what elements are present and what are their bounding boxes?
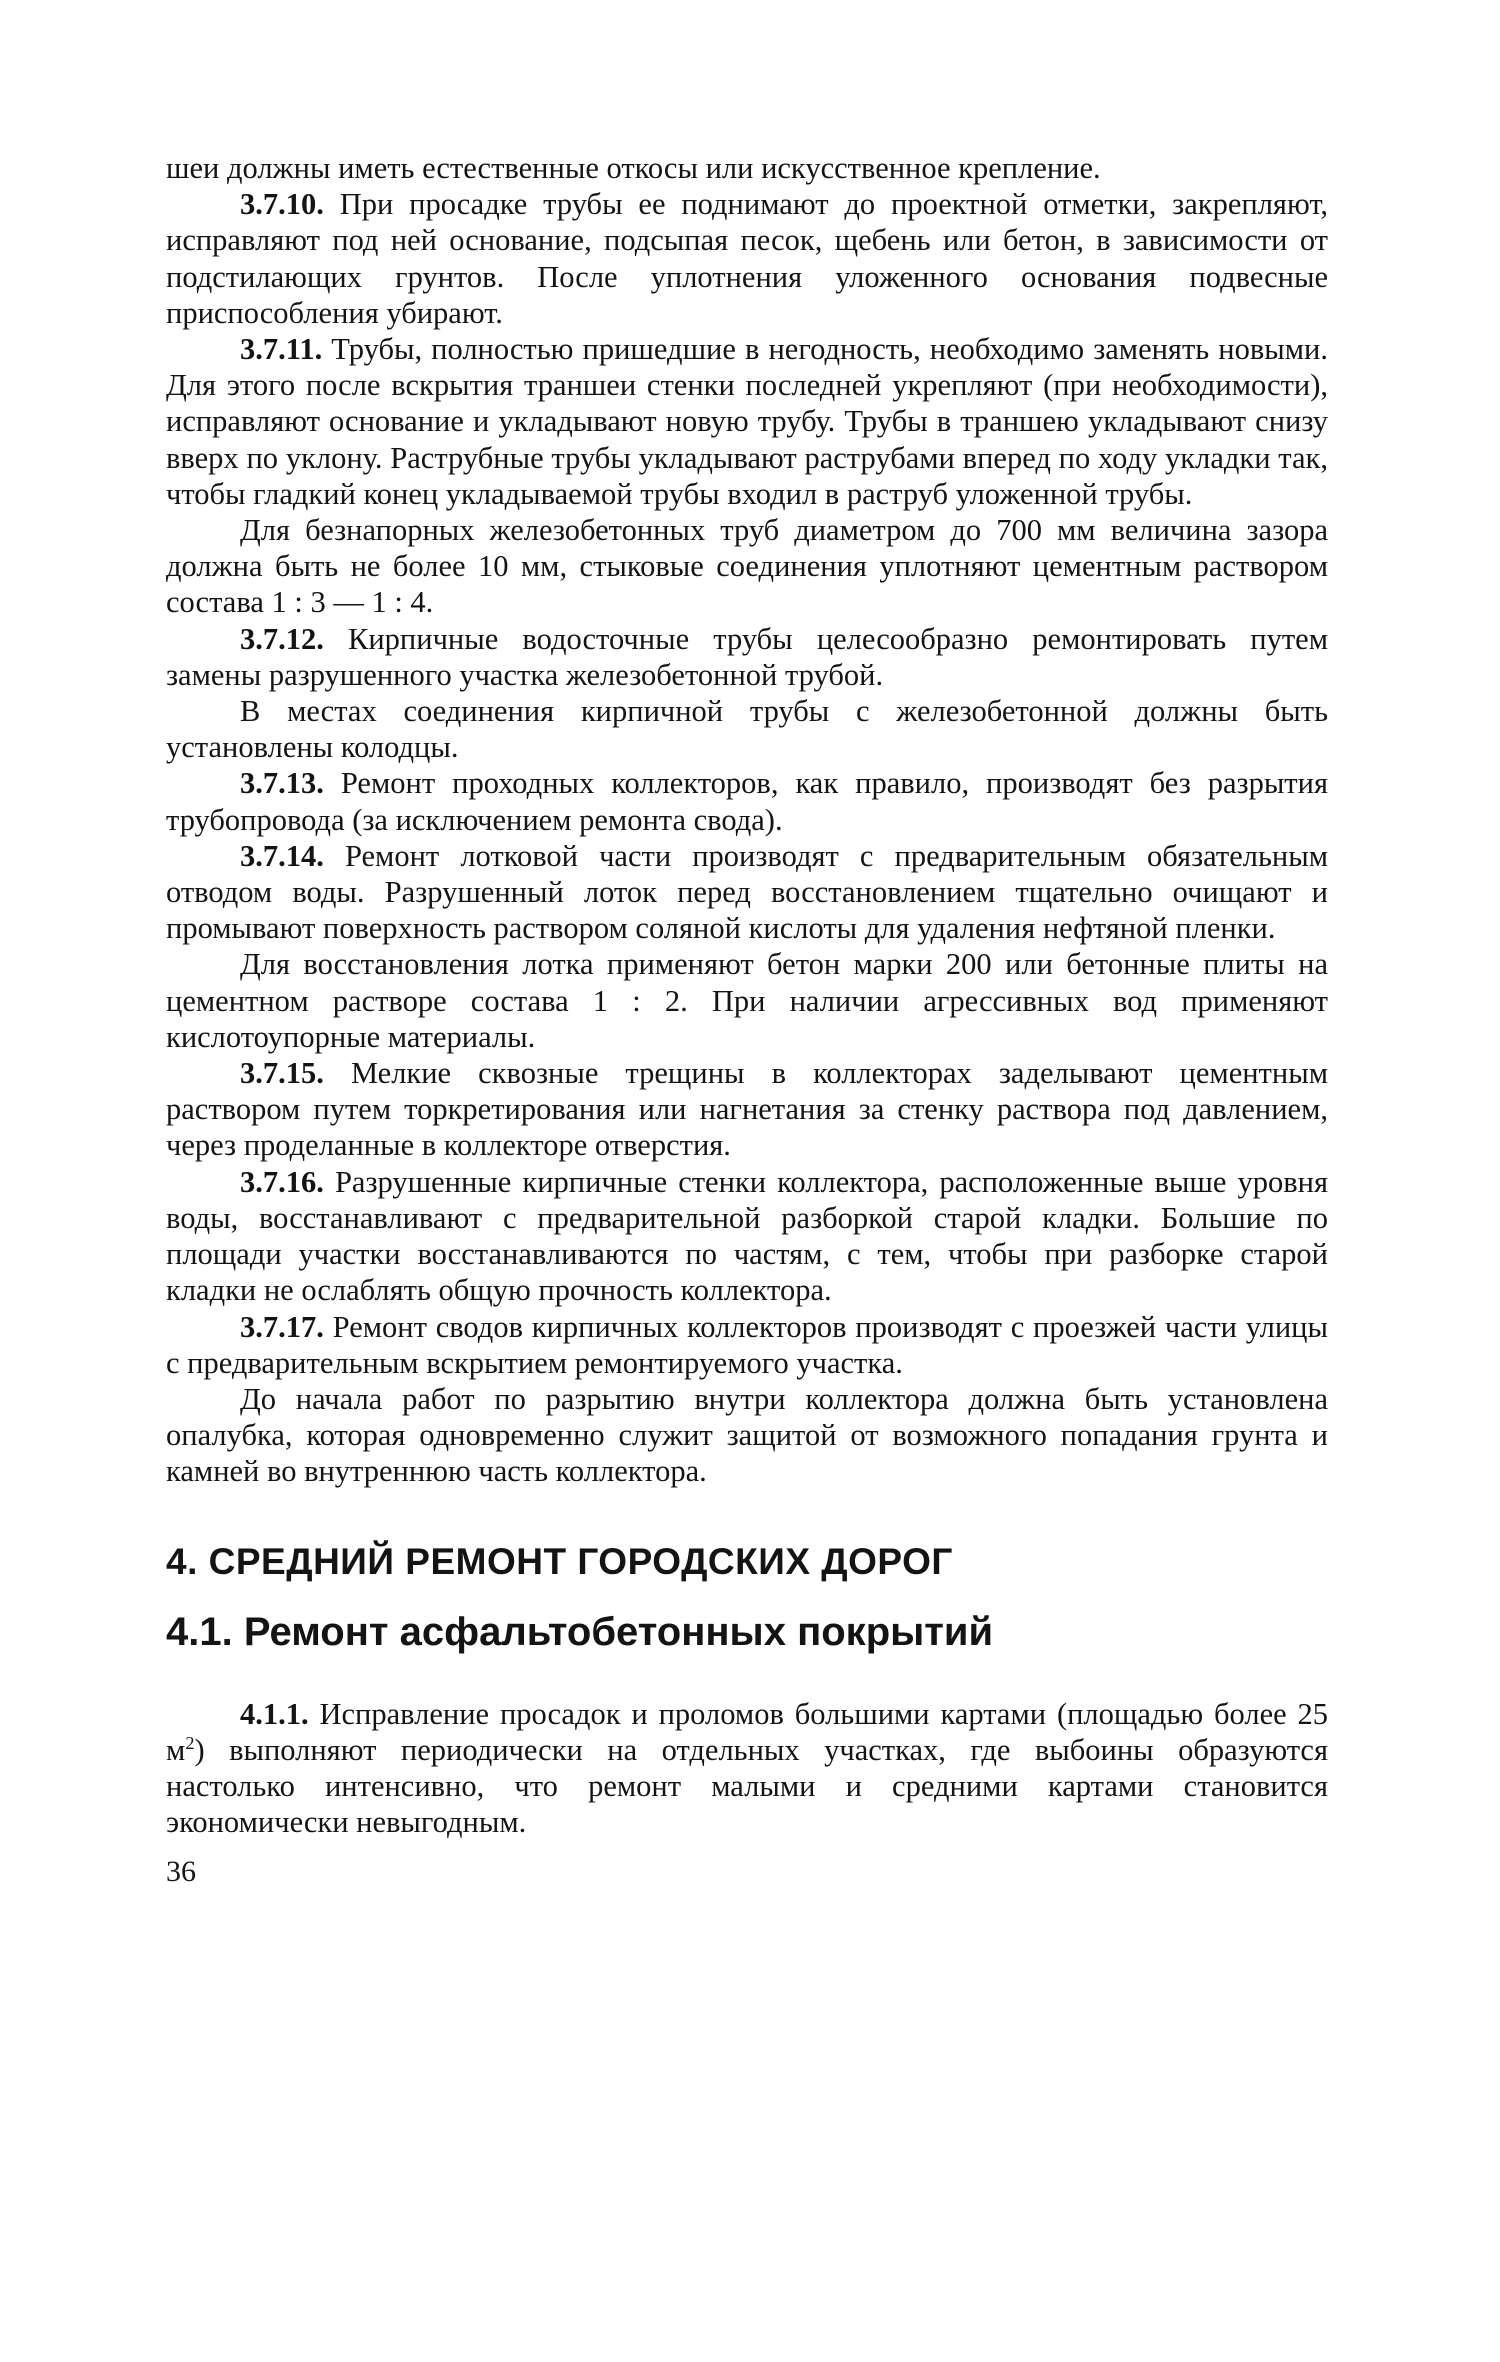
paragraph	[166, 838, 1328, 947]
clause-number: 3.7.17.	[240, 1309, 324, 1344]
paragraph	[166, 1381, 1328, 1490]
paragraph-text: Ремонт лотковой части производят с предварительным обязательным отводом воды. Разрушенный лоток перед восстановлением тщательно очищают и промывают поверхность раствором соляной кислоты для удаления нефтяной пленки.	[166, 838, 1328, 946]
paragraph-group	[166, 150, 1328, 1490]
paragraph-text: Для безнапорных железобетонных труб диаметром до 700 мм величина зазора должна быть не более 10 мм, стыковые соединения уплотняют цементным раствором состава 1 : 3 — 1 : 4.	[166, 513, 1328, 620]
paragraph	[166, 331, 1328, 512]
superscript: 2	[185, 1732, 195, 1753]
paragraph-text: Ремонт проходных коллекторов, как правило, производят без разрытия трубопровода (за исключением ремонта свода).	[166, 766, 1328, 837]
paragraph	[166, 1164, 1328, 1309]
clause-number: 3.7.12.	[240, 621, 324, 656]
paragraph	[166, 150, 1328, 186]
paragraph-text: Кирпичные водосточные трубы целесообразно ремонтировать путем замены разрушенного участка железобетонной трубой.	[166, 621, 1328, 692]
paragraph	[166, 693, 1328, 765]
paragraph-text: В местах соединения кирпичной трубы с железобетонной должны быть установлены колодцы.	[166, 694, 1328, 765]
clause-number: 3.7.16.	[240, 1164, 324, 1199]
clause-number: 3.7.10.	[240, 187, 324, 222]
clause-number: 3.7.13.	[240, 766, 324, 801]
paragraph-text: Ремонт сводов кирпичных коллекторов производят с проезжей части улицы с предварительным вскрытием ремонтируемого участка.	[166, 1309, 1328, 1380]
paragraph-text: Исправление просадок и проломов большими картами (площадью более 25 м	[166, 1696, 1328, 1767]
paragraph	[166, 946, 1328, 1055]
paragraph	[166, 765, 1328, 837]
paragraph-text: Разрушенные кирпичные стенки коллектора, расположенные выше уровня воды, восстанавливают с предварительной разборкой старой кладки. Большие по площади участки восстанавливаются по частям, с тем, чтобы при разборке старой кладки не ослаблять общую прочность коллектора.	[166, 1164, 1328, 1308]
paragraph	[166, 621, 1328, 693]
paragraph-text: Для восстановления лотка применяют бетон марки 200 или бетонные плиты на цементном растворе состава 1 : 2. При наличии агрессивных вод применяют кислотоупорные материалы.	[166, 947, 1328, 1054]
paragraph-text: До начала работ по разрытию внутри коллектора должна быть установлена опалубка, которая одновременно служит защитой от возможного попадания грунта и камней во внутреннюю часть коллектора.	[166, 1381, 1328, 1489]
page-number: 36	[166, 1855, 196, 1889]
clause-number: 3.7.11.	[240, 332, 323, 367]
paragraph-text: При просадке трубы ее поднимают до проектной отметки, закрепляют, исправляют под ней основание, подсыпая песок, щебень или бетон, в зависимости от подстилающих грунтов. После уплотнения уложенного основания подвесные приспособления убирают.	[166, 187, 1328, 330]
clause-number: 3.7.14.	[240, 838, 324, 873]
paragraph	[166, 1309, 1328, 1381]
paragraph-text: ) выполняют периодически на отдельных участках, где выбоины образуются настолько интенсивно, что ремонт малыми и средними картами становится экономически невыгодным.	[166, 1732, 1328, 1840]
paragraph-text: Трубы, полностью пришедшие в негодность, необходимо заменять новыми. Для этого после вскрытия траншеи стенки последней укрепляют (при необходимости), исправляют основание и укладывают новую трубу. Трубы в траншею укладывают снизу вверх по уклону. Раструбные трубы укладывают раструбами вперед по ходу укладки так, чтобы гладкий конец укладываемой трубы входил в раструб уложенной трубы.	[166, 332, 1328, 511]
paragraph	[166, 512, 1328, 621]
subsection-heading: 4.1. Ремонт асфальтобетонных покрытий	[166, 1609, 994, 1654]
paragraph	[166, 186, 1328, 331]
clause-number: 3.7.15.	[240, 1056, 324, 1091]
paragraph-4-1-1	[166, 1696, 1328, 1841]
section-heading: 4. СРЕДНИЙ РЕМОНТ ГОРОДСКИХ ДОРОГ	[166, 1540, 953, 1582]
paragraph	[166, 1055, 1328, 1164]
document-page	[166, 150, 1328, 1891]
paragraph-text: шеи должны иметь естественные откосы или искусственное крепление.	[166, 151, 1101, 185]
paragraph-text: Мелкие сквозные трещины в коллекторах заделывают цементным раствором путем торкретирования или нагнетания за стенку раствора под давлением, через проделанные в коллекторе отверстия.	[166, 1056, 1328, 1163]
clause-number: 4.1.1.	[240, 1696, 309, 1731]
